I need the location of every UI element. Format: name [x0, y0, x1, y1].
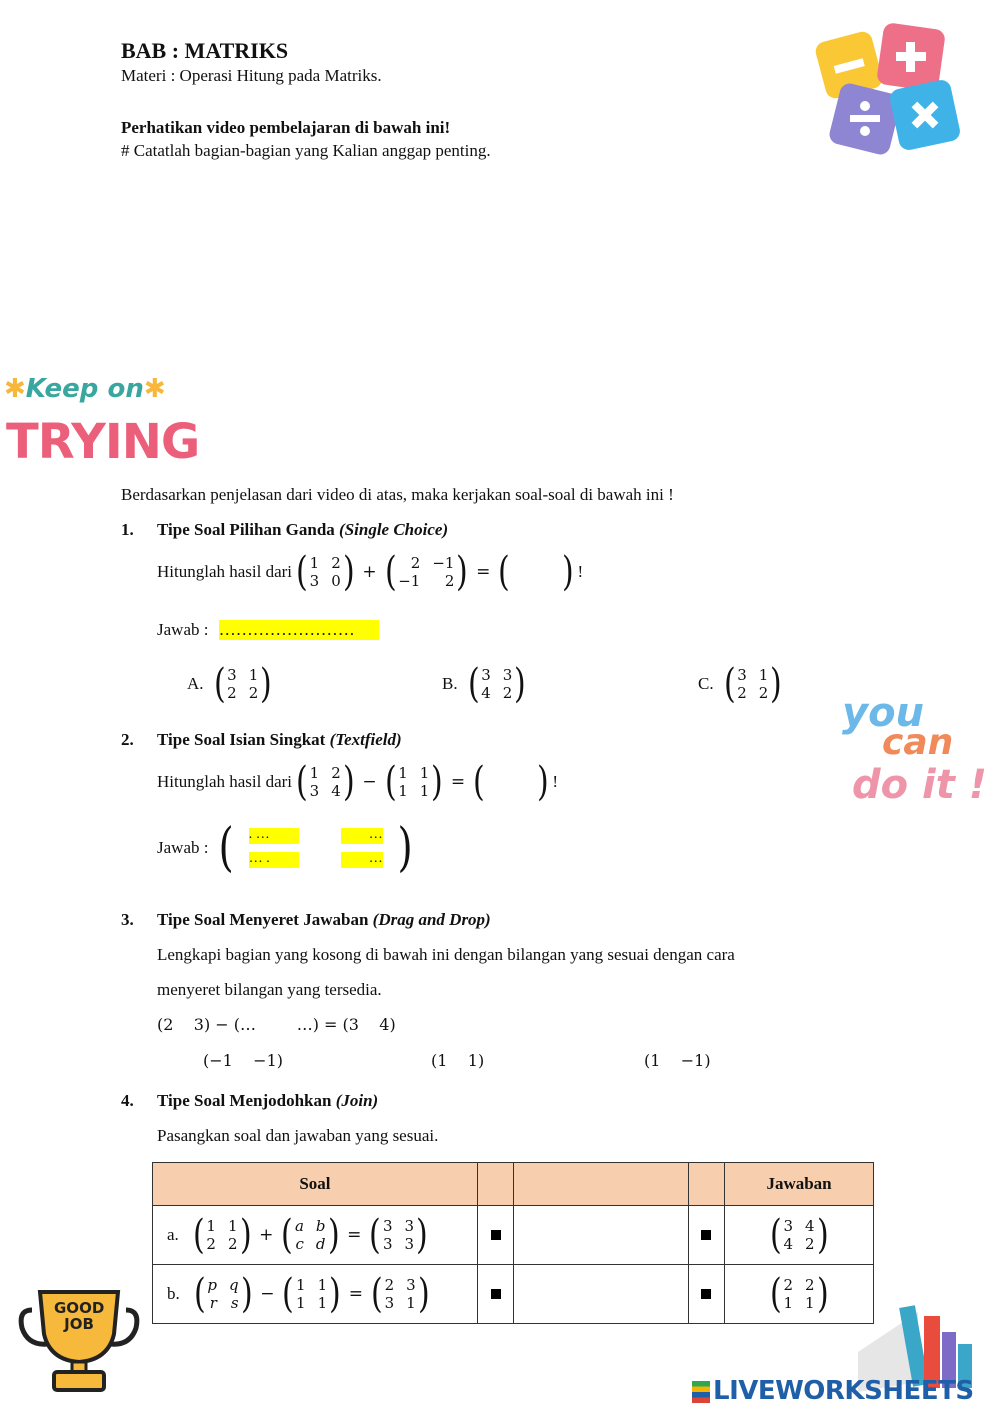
q1-result-matrix: ( )	[498, 549, 574, 595]
q4-heading: 4. Tipe Soal Menjodohkan (Join)	[121, 1091, 379, 1110]
do-it-text: do it !	[852, 762, 988, 808]
q1-matrix-1: ( 1 2 3 0 )	[295, 549, 355, 595]
q3-desc-1: Lengkapi bagian yang kosong di bawah ini dengan bilangan yang sesuai dengan cara	[157, 945, 735, 964]
trying-text: TRYING	[6, 414, 200, 470]
q2-answer: Jawab : ( . … … … . … )	[157, 818, 413, 878]
join-dot-soal-a[interactable]	[491, 1230, 501, 1240]
q3-choice-1[interactable]: (−1 −1)	[203, 1051, 283, 1070]
keep-on-trying-sticker: ✱Keep on✱ TRYING	[4, 374, 200, 470]
q3-equation: (2 3) − (… …) = (3 4)	[157, 1015, 396, 1034]
intro-text: Berdasarkan penjelasan dari video di atas, maka kerjakan soal-soal di bawah ini !	[121, 485, 674, 504]
q2-blank-b[interactable]: …	[341, 828, 383, 844]
q3-choice-2[interactable]: (1 1)	[431, 1051, 485, 1070]
q4-desc: Pasangkan soal dan jawaban yang sesuai.	[157, 1126, 439, 1145]
logo-icon	[692, 1381, 710, 1403]
q1-option-a[interactable]: A. ( 3 1 2 2 )	[187, 661, 272, 707]
q3-choice-3[interactable]: (1 −1)	[644, 1051, 711, 1070]
trophy-icon	[18, 1280, 140, 1395]
q3-desc-2: menyeret bilangan yang tersedia.	[157, 980, 382, 999]
instruction: Perhatikan video pembelajaran di bawah ini!	[121, 118, 451, 137]
col-soal: Soal	[153, 1163, 478, 1206]
q1-question: Hitunglah hasil dari ( 1 2 3 0 ) + ( 2 −1 −1 2 ) = ( ) !	[157, 549, 584, 595]
table-row	[153, 1206, 874, 1265]
q2-question: Hitunglah hasil dari ( 1 2 3 4 ) − ( 1 1 1 1 ) = ( ) !	[157, 759, 559, 805]
jawaban-1: ( 3 4 4 2 )	[769, 1212, 829, 1258]
q1-matrix-2: ( 2 −1 −1 2 )	[384, 549, 469, 595]
col-jawaban: Jawaban	[725, 1163, 874, 1206]
join-dot-soal-b[interactable]	[491, 1289, 501, 1299]
math-operators-icon	[812, 18, 972, 163]
note: # Catatlah bagian-bagian yang Kalian anggap penting.	[121, 141, 491, 160]
soal-b: b. ( p q r s ) − ( 1 1 1 1 ) = ( 2 3 3 1 )	[167, 1271, 430, 1317]
jawaban-2: ( 2 2 1 1 )	[769, 1271, 829, 1317]
q1-heading: 1. Tipe Soal Pilihan Ganda (Single Choice)	[121, 520, 449, 539]
join-dot-jawaban-2[interactable]	[701, 1289, 711, 1299]
q2-blank-c[interactable]: … .	[249, 852, 299, 868]
q1-answer: Jawab : ……………………	[157, 620, 379, 640]
matching-table	[152, 1162, 874, 1324]
q2-blank-a[interactable]: . …	[249, 828, 299, 844]
job-text: JOB	[64, 1315, 94, 1333]
keep-on-text: Keep on	[25, 374, 144, 404]
q2-matrix-1: ( 1 2 3 4 )	[295, 759, 355, 805]
you-text: you	[842, 690, 925, 736]
q2-blank-d[interactable]: …	[341, 852, 383, 868]
table-row	[153, 1265, 874, 1324]
logo-text: LIVEWORKSHEETS	[713, 1376, 974, 1406]
good-text: GOOD	[54, 1299, 105, 1317]
soal-a: a. ( 1 1 2 2 ) + ( a b c d ) = ( 3 3 3 3 )	[167, 1212, 428, 1258]
q3-heading: 3. Tipe Soal Menyeret Jawaban (Drag and Drop)	[121, 910, 491, 929]
subtitle: Materi : Operasi Hitung pada Matriks.	[121, 66, 382, 85]
q1-option-c[interactable]: C. ( 3 1 2 2 )	[698, 661, 782, 707]
liveworksheets-logo[interactable]	[692, 1376, 974, 1406]
can-text: can	[882, 722, 954, 763]
good-job-trophy	[18, 1280, 140, 1395]
q2-heading: 2. Tipe Soal Isian Singkat (Textfield)	[121, 730, 402, 749]
page-title: BAB : MATRIKS	[121, 38, 289, 63]
q1-answer-field[interactable]: ……………………	[219, 620, 379, 640]
q1-option-b[interactable]: B. ( 3 3 4 2 )	[442, 661, 526, 707]
q2-result-matrix: ( )	[473, 759, 549, 805]
join-dot-jawaban-1[interactable]	[701, 1230, 711, 1240]
you-can-do-it-sticker	[838, 690, 988, 820]
q2-matrix-2: ( 1 1 1 1 )	[384, 759, 443, 805]
